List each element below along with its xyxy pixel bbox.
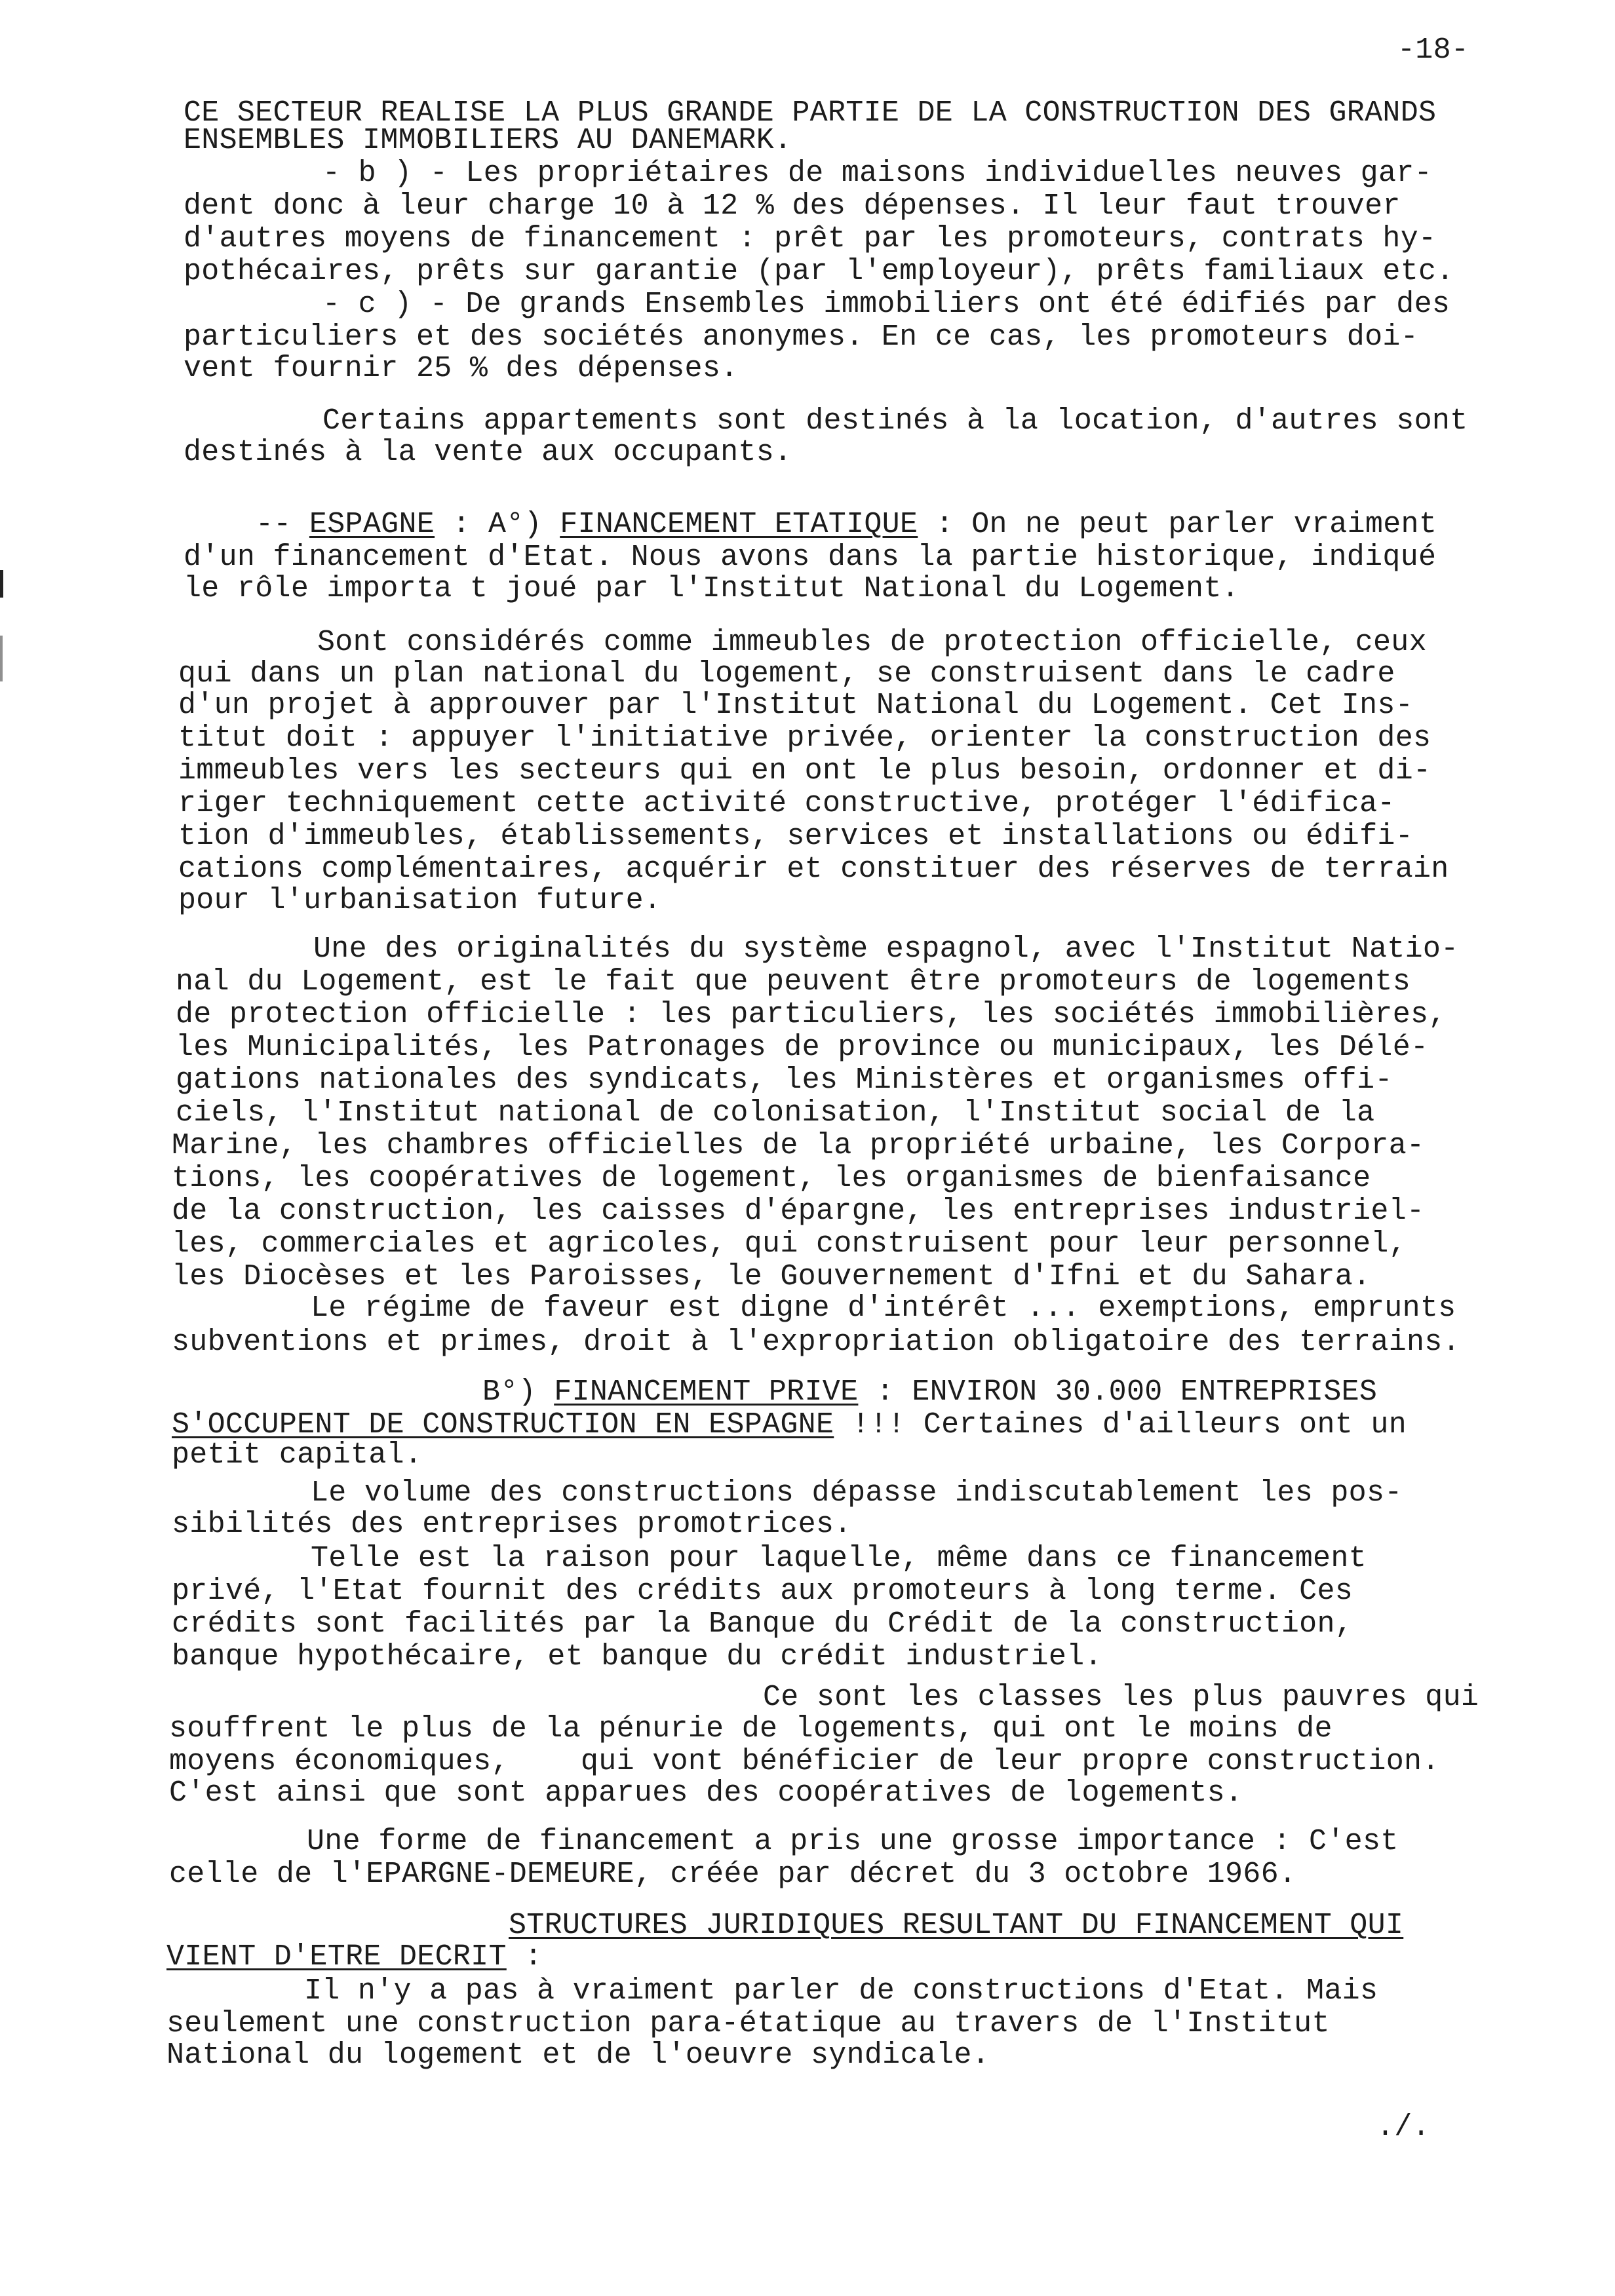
heading-continuation: : xyxy=(506,1940,543,1974)
page-number: -18- xyxy=(1397,33,1469,67)
text-line: d'un projet à approuver par l'Institut National du Logement. Cet Ins- xyxy=(178,689,1414,722)
text-line: seulement une construction para-étatique au travers de l'Institut xyxy=(166,2007,1330,2040)
text-line: le rôle importa t joué par l'Institut National du Logement. xyxy=(184,572,1239,605)
text-line: ENSEMBLES IMMOBILIERS AU DANEMARK. xyxy=(184,124,792,157)
text-line: tion d'immeubles, établissements, services et installations ou édifi- xyxy=(178,820,1414,853)
text-line: immeubles vers les secteurs qui en ont le plus besoin, ordonner et di- xyxy=(178,754,1431,788)
espagne-prefix: -- xyxy=(256,508,309,541)
text-line: d'un financement d'Etat. Nous avons dans la partie historique, indiqué xyxy=(184,541,1437,574)
text-line: Le volume des constructions dépasse indiscutablement les pos- xyxy=(311,1476,1403,1510)
structures-heading-underlined: VIENT D'ETRE DECRIT xyxy=(166,1940,507,1974)
text-line: dent donc à leur charge 10 à 12 % des dépenses. Il leur faut trouver xyxy=(184,189,1401,223)
text-line: Ce sont les classes les plus pauvres qui xyxy=(763,1681,1479,1714)
margin-mark xyxy=(0,570,3,598)
text-line: les Municipalités, les Patronages de province ou municipaux, les Délé- xyxy=(176,1031,1429,1064)
text-line: gations nationales des syndicats, les Ministères et organismes offi- xyxy=(176,1063,1393,1097)
text-line: cations complémentaires, acquérir et constituer des réserves de terrain xyxy=(178,852,1449,886)
text-line: de la construction, les caisses d'épargne, les entreprises industriel- xyxy=(172,1195,1425,1228)
prive-heading-line xyxy=(482,1376,1377,1409)
text-line: Une forme de financement a pris une grosse importance : C'est xyxy=(307,1825,1399,1858)
text-line: banque hypothécaire, et banque du crédit industriel. xyxy=(172,1640,1102,1674)
margin-mark xyxy=(0,636,3,681)
text-line: CE SECTEUR REALISE LA PLUS GRANDE PARTIE DE LA CONSTRUCTION DES GRANDS xyxy=(184,96,1437,130)
text-line: les Diocèses et les Paroisses, le Gouvernement d'Ifni et du Sahara. xyxy=(172,1260,1371,1293)
text-line: pour l'urbanisation future. xyxy=(178,884,662,917)
text-line: National du logement et de l'oeuvre syndicale. xyxy=(166,2038,990,2072)
text-line: subventions et primes, droit à l'expropriation obligatoire des terrains. xyxy=(172,1326,1460,1359)
prive-heading-line-2 xyxy=(172,1409,1407,1442)
text-line: - c ) - De grands Ensembles immobiliers ont été édifiés par des xyxy=(322,288,1450,321)
text-line: souffrent le plus de la pénurie de logements, qui ont le moins de xyxy=(169,1712,1333,1746)
financement-etatique-heading: FINANCEMENT ETATIQUE xyxy=(560,508,918,541)
text-line: C'est ainsi que sont apparues des coopératives de logements. xyxy=(169,1776,1243,1810)
text-line: titut doit : appuyer l'initiative privée, orienter la construction des xyxy=(178,721,1431,755)
text-line: Certains appartements sont destinés à la location, d'autres sont xyxy=(322,404,1468,438)
text-line: riger techniquement cette activité constructive, protéger l'édifica- xyxy=(178,787,1395,820)
text-line: nal du Logement, est le fait que peuvent être promoteurs de logements xyxy=(176,965,1411,999)
text-line: de protection officielle : les particuliers, les sociétés immobilières, xyxy=(176,998,1447,1031)
text-line: pothécaires, prêts sur garantie (par l'employeur), prêts familiaux etc. xyxy=(184,255,1454,288)
text-line: tions, les coopératives de logement, les organismes de bienfaisance xyxy=(172,1162,1371,1195)
continuation-mark: ./. xyxy=(1376,2111,1430,2144)
text-line: destinés à la vente aux occupants. xyxy=(184,436,792,469)
heading-continuation: : ENVIRON 30.000 ENTREPRISES xyxy=(858,1375,1378,1409)
text-line: sibilités des entreprises promotrices. xyxy=(172,1508,852,1541)
structures-heading: STRUCTURES JURIDIQUES RESULTANT DU FINANCEMENT QUI xyxy=(509,1909,1404,1942)
financement-prive-heading: FINANCEMENT PRIVE xyxy=(554,1375,859,1409)
text-line: celle de l'EPARGNE-DEMEURE, créée par décret du 3 octobre 1966. xyxy=(169,1858,1297,1891)
text-line: d'autres moyens de financement : prêt par les promoteurs, contrats hy- xyxy=(184,222,1437,256)
section-marker-a: : A°) xyxy=(435,508,560,541)
text-line: Telle est la raison pour laquelle, même dans ce financement xyxy=(311,1542,1367,1575)
heading-continuation: !!! Certaines d'ailleurs ont un xyxy=(834,1408,1407,1442)
text-line: Marine, les chambres officielles de la propriété urbaine, les Corpora- xyxy=(172,1129,1425,1162)
text-line: Une des originalités du système espagnol, avec l'Institut Natio- xyxy=(313,932,1459,966)
text-line: qui dans un plan national du logement, se construisent dans le cadre xyxy=(178,657,1395,691)
heading-continuation: : On ne peut parler vraiment xyxy=(918,508,1437,541)
text-line: moyens économiques, qui vont bénéficier de leur propre construction. xyxy=(169,1745,1440,1778)
text-line: Le régime de faveur est digne d'intérêt ... exemptions, emprunts xyxy=(311,1292,1456,1325)
text-line: ciels, l'Institut national de colonisation, l'Institut social de la xyxy=(176,1096,1375,1130)
section-marker-b: B°) xyxy=(482,1375,555,1409)
text-line: les, commerciales et agricoles, qui construisent pour leur personnel, xyxy=(172,1227,1407,1261)
espagne-emphasis: S'OCCUPENT DE CONSTRUCTION EN ESPAGNE xyxy=(172,1408,834,1442)
text-line: privé, l'Etat fournit des crédits aux promoteurs à long terme. Ces xyxy=(172,1575,1353,1608)
text-line: crédits sont facilités par la Banque du Crédit de la construction, xyxy=(172,1607,1353,1641)
country-espagne: ESPAGNE xyxy=(309,508,435,541)
text-line: vent fournir 25 % des dépenses. xyxy=(184,352,739,385)
text-line: Il n'y a pas à vraiment parler de constructions d'Etat. Mais xyxy=(304,1974,1378,2008)
text-line: particuliers et des sociétés anonymes. En ce cas, les promoteurs doi- xyxy=(184,320,1419,354)
text-line: - b ) - Les propriétaires de maisons individuelles neuves gar- xyxy=(322,157,1432,190)
text-line: petit capital. xyxy=(172,1438,423,1472)
espagne-heading-line xyxy=(256,508,1437,541)
structures-heading-line-2 xyxy=(166,1941,542,1974)
text-line: Sont considérés comme immeubles de protection officielle, ceux xyxy=(317,626,1427,659)
